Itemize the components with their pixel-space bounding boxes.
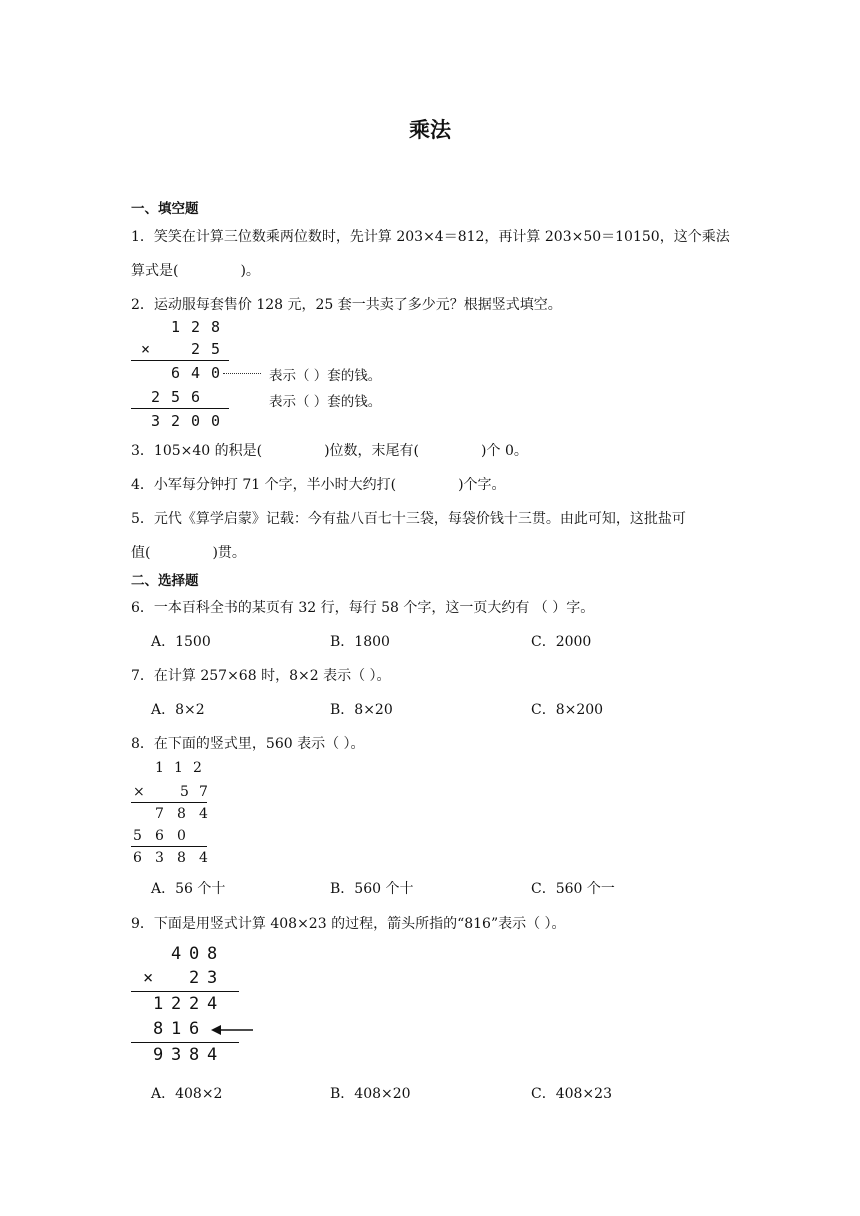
q9-digit: 0 — [189, 944, 200, 964]
q8-digit: 5 — [133, 828, 142, 844]
q6-text: 6．一本百科全书的某页有 32 行，每行 58 个字，这一页大约有 （ ）字。 — [131, 600, 595, 616]
q5-line1: 5．元代《算学启蒙》记载：今有盐八百七十三袋，每袋价钱十三贯。由此可知，这批盐可 — [131, 511, 686, 527]
q8-digit: 7 — [155, 806, 164, 822]
q2-text: 2．运动服每套售价 128 元，25 套一共卖了多少元？根据竖式填空。 — [131, 297, 562, 313]
q9-digit: 8 — [189, 1045, 200, 1065]
q7-option-a[interactable]: A．8×2 — [151, 702, 205, 718]
q2-digit: 6 — [171, 364, 181, 382]
q9-option-a[interactable]: A．408×2 — [151, 1086, 223, 1102]
q7-option-c[interactable]: C．8×200 — [531, 702, 604, 718]
q8-digit: 8 — [177, 850, 186, 866]
q9-digit: 1 — [171, 1019, 182, 1039]
q9-digit: 4 — [171, 944, 182, 964]
q2-digit: 0 — [211, 364, 221, 382]
q9-digit: 4 — [207, 994, 218, 1014]
q8-digit: 1 — [155, 760, 164, 776]
q8-option-b[interactable]: B．560 个十 — [330, 881, 414, 897]
q8-digit: 0 — [177, 828, 186, 844]
q1-line2: 算式是( )。 — [131, 263, 260, 279]
q8-digit: 6 — [133, 850, 142, 866]
q6-option-b[interactable]: B．1800 — [330, 634, 390, 650]
q2-digit: 2 — [151, 388, 161, 406]
q9-digit: 3 — [207, 968, 218, 988]
q8-multiply-sign: × — [133, 784, 145, 800]
q8-rule — [131, 846, 207, 847]
q8-digit: 8 — [177, 806, 186, 822]
q2-rule — [131, 360, 229, 361]
q9-digit: 8 — [207, 944, 218, 964]
q9-rule — [131, 1042, 239, 1043]
q2-leader-dots — [223, 373, 261, 374]
q2-digit: 2 — [191, 340, 201, 358]
q9-multiply-sign: × — [143, 968, 154, 988]
q2-digit: 5 — [171, 388, 181, 406]
q9-digit: 2 — [189, 994, 200, 1014]
q8-option-a[interactable]: A．56 个十 — [151, 881, 226, 897]
q8-digit: 1 — [174, 760, 183, 776]
q2-note-1: 表示（ ）套的钱。 — [269, 368, 382, 384]
page-title: 乘法 — [409, 118, 451, 142]
q8-digit: 2 — [193, 760, 202, 776]
q2-digit: 5 — [211, 340, 221, 358]
q1-line1: 1．笑笑在计算三位数乘两位数时，先计算 203×4＝812，再计算 203×50＝10150，这个乘法 — [131, 229, 730, 245]
q2-multiply-sign: × — [141, 340, 151, 358]
q2-digit: 6 — [191, 388, 201, 406]
q9-digit: 6 — [189, 1019, 200, 1039]
q7-option-b[interactable]: B．8×20 — [330, 702, 393, 718]
q9-digit: 9 — [153, 1045, 164, 1065]
q8-rule — [131, 802, 207, 803]
q8-digit: 7 — [199, 784, 208, 800]
q9-vertical-calculation — [131, 942, 261, 1070]
q2-digit: 2 — [191, 318, 201, 336]
q8-digit: 3 — [155, 850, 164, 866]
q2-note-2: 表示（ ）套的钱。 — [269, 394, 382, 410]
q9-digit: 2 — [171, 994, 182, 1014]
q9-digit: 2 — [189, 968, 200, 988]
q2-digit: 4 — [191, 364, 201, 382]
q2-digit: 0 — [211, 412, 221, 430]
q2-vertical-calculation — [131, 316, 431, 434]
q8-digit: 4 — [199, 806, 208, 822]
q9-digit: 4 — [207, 1045, 218, 1065]
q2-digit: 1 — [171, 318, 181, 336]
q9-option-b[interactable]: B．408×20 — [330, 1086, 411, 1102]
q6-option-c[interactable]: C．2000 — [531, 634, 592, 650]
q2-digit: 0 — [191, 412, 201, 430]
q6-option-a[interactable]: A．1500 — [151, 634, 211, 650]
left-arrow-icon — [211, 1022, 255, 1038]
q8-vertical-calculation — [131, 758, 221, 868]
q9-option-c[interactable]: C．408×23 — [531, 1086, 612, 1102]
q8-text: 8．在下面的竖式里，560 表示（ ）。 — [131, 736, 365, 752]
q8-digit: 5 — [180, 784, 189, 800]
q8-option-c[interactable]: C．560 个一 — [531, 881, 615, 897]
q9-text: 9．下面是用竖式计算 408×23 的过程，箭头所指的“816”表示（ ）。 — [131, 916, 566, 932]
q8-digit: 6 — [155, 828, 164, 844]
section-heading-fill: 一、填空题 — [131, 201, 199, 217]
section-heading-choice: 二、选择题 — [131, 573, 199, 589]
q9-digit: 3 — [171, 1045, 182, 1065]
q7-text: 7．在计算 257×68 时，8×2 表示（ ）。 — [131, 668, 391, 684]
q8-digit: 4 — [199, 850, 208, 866]
q2-digit: 8 — [211, 318, 221, 336]
q9-digit: 1 — [153, 994, 164, 1014]
q2-digit: 3 — [151, 412, 161, 430]
q5-line2: 值( )贯。 — [131, 545, 246, 561]
q2-rule — [131, 408, 229, 409]
q3-text: 3．105×40 的积是( )位数，末尾有( )个 0。 — [131, 443, 528, 459]
q2-digit: 2 — [171, 412, 181, 430]
q9-rule — [131, 991, 239, 992]
q4-text: 4．小军每分钟打 71 个字，半小时大约打( )个字。 — [131, 477, 506, 493]
q9-digit: 8 — [153, 1019, 164, 1039]
